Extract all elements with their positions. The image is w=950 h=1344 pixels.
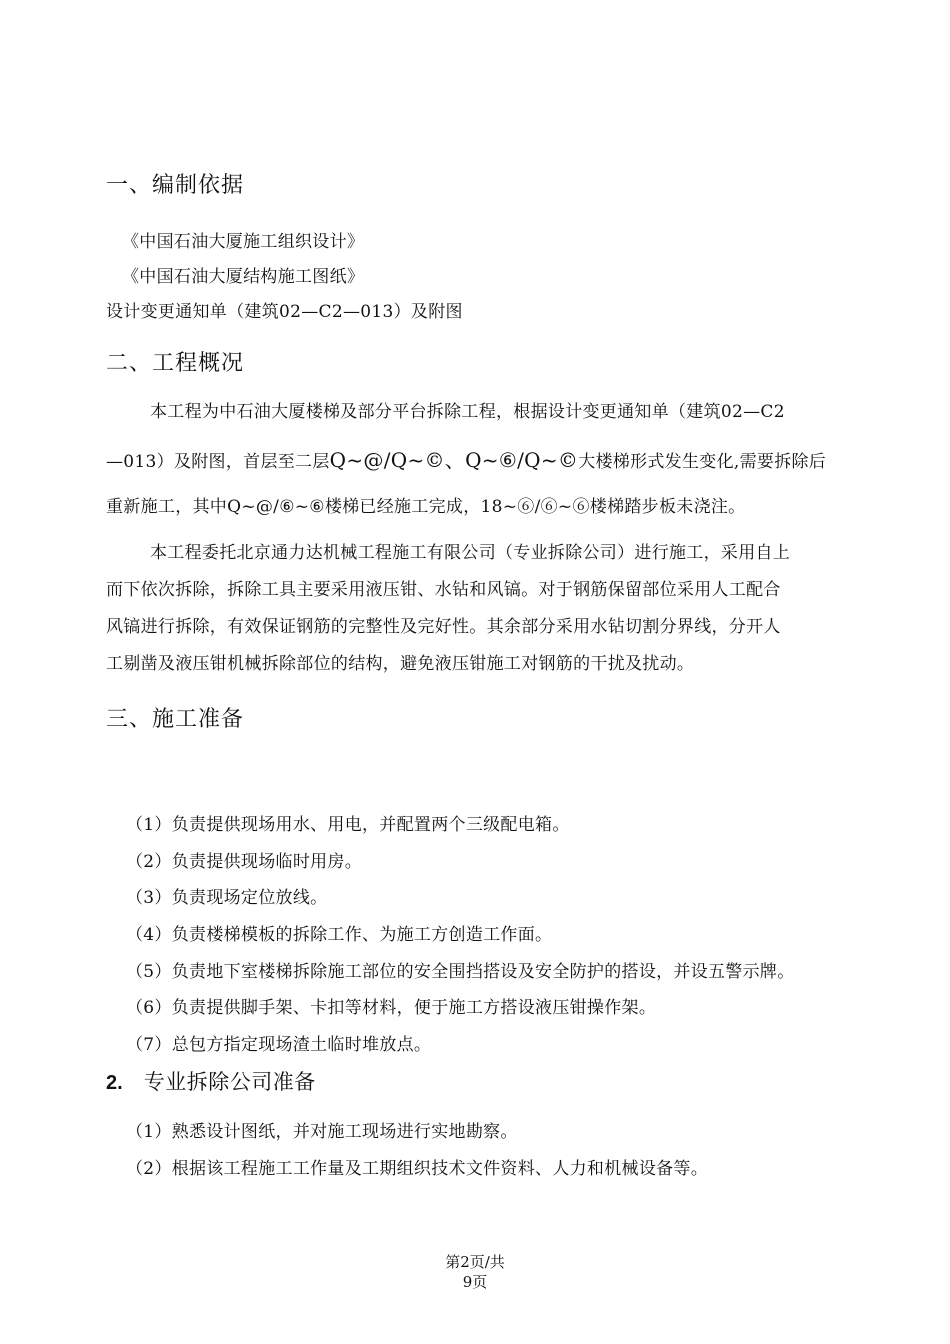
paragraph-line (106, 444, 826, 473)
paragraph-line: 本工程为中石油大厦楼梯及部分平台拆除工程，根据设计变更通知单（建筑02—C2 (150, 402, 785, 422)
reference-item: 《中国石油大厦施工组织设计》 (122, 232, 365, 252)
section-heading-basis: 一、编制依据 (106, 173, 245, 198)
subsection-title: 专业拆除公司准备 (143, 1070, 316, 1094)
page-total: 9页 (462, 1273, 488, 1291)
paragraph-fragment: 大楼梯形式发生变化,需要拆除后 (578, 452, 827, 472)
section-heading-overview: 二、工程概况 (106, 351, 245, 376)
subsection-number: 2. (106, 1072, 123, 1094)
list-item: （2）负责提供现场临时用房。 (126, 852, 363, 872)
subsection-heading (106, 1066, 316, 1096)
paragraph-line: 风镐进行拆除，有效保证钢筋的完整性及完好性。其余部分采用水钻切割分界线，分开人 (106, 617, 781, 637)
paragraph-line: 工剔凿及液压钳机械拆除部位的结构，避免液压钳施工对钢筋的干扰及扰动。 (106, 654, 695, 674)
reference-item: 《中国石油大厦结构施工图纸》 (122, 267, 365, 287)
list-item: （1）熟悉设计图纸，并对施工现场进行实地勘察。 (126, 1122, 518, 1142)
list-item: （6）负责提供脚手架、卡扣等材料，便于施工方搭设液压钳操作架。 (126, 998, 657, 1018)
list-item: （2）根据该工程施工工作量及工期组织技术文件资料、人力和机械设备等。 (126, 1159, 709, 1179)
page-number: 第2页/共 (445, 1253, 505, 1271)
list-item: （7）总包方指定现场渣土临时堆放点。 (126, 1035, 432, 1055)
list-item: （3）负责现场定位放线。 (126, 888, 328, 908)
paragraph-fragment: —013）及附图，首层至二层 (106, 452, 330, 472)
paragraph-line: 本工程委托北京通力达机械工程施工有限公司（专业拆除公司）进行施工，采用自上 (150, 543, 791, 563)
list-item: （4）负责楼梯模板的拆除工作、为施工方创造工作面。 (126, 925, 553, 945)
list-item: （1）负责提供现场用水、用电，并配置两个三级配电箱。 (126, 815, 570, 835)
paragraph-line: 而下依次拆除，拆除工具主要采用液压钳、水钻和风镐。对于钢筋保留部位采用人工配合 (106, 580, 781, 600)
axis-reference: Q~@/Q~©、Q~⑥/Q~© (329, 448, 579, 472)
reference-item: 设计变更通知单（建筑02—C2—013）及附图 (106, 302, 463, 322)
list-item: （5）负责地下室楼梯拆除施工部位的安全围挡搭设及安全防护的搭设，并设五警示牌。 (126, 962, 795, 982)
section-heading-preparation: 三、施工准备 (106, 707, 245, 732)
paragraph-line: 重新施工，其中Q~@/⑥~⑥楼梯已经施工完成，18~⑥/⑥~⑥楼梯踏步板未浇注。 (106, 497, 746, 517)
